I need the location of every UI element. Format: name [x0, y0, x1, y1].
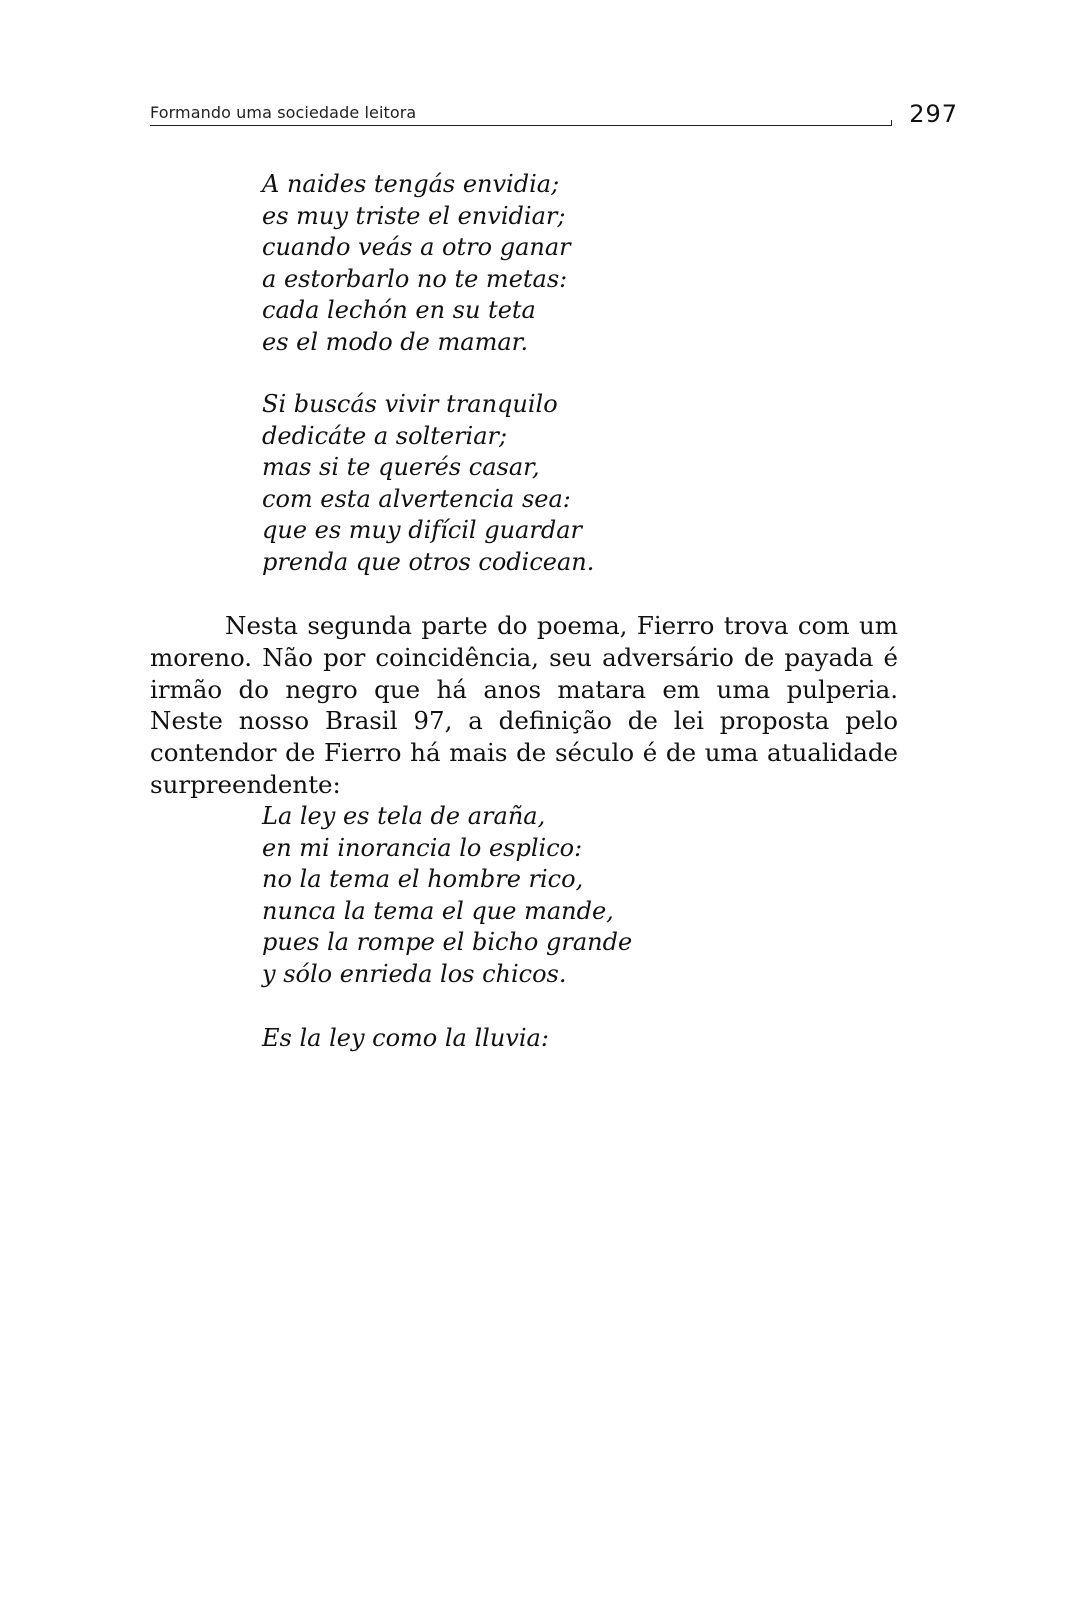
verse-line: dedicáte a solteriar;	[262, 421, 508, 450]
verse-stanza-1	[262, 169, 571, 358]
verse-stanza-2	[262, 389, 594, 578]
verse-line: es el modo de mamar.	[262, 327, 529, 356]
verse-line: y sólo enrieda los chicos.	[262, 959, 567, 988]
verse-stanza-4	[262, 1023, 549, 1055]
verse-line: que es muy difícil guardar	[262, 516, 582, 544]
running-header	[150, 100, 962, 130]
verse-line: Es la ley como la lluvia:	[262, 1024, 549, 1052]
verse-line: no la tema el hombre rico,	[262, 865, 584, 893]
verse-line: cada lechón en su teta	[262, 296, 536, 324]
verse-line: prenda que otros codicean.	[262, 547, 595, 576]
verse-line: nunca la tema el que mande,	[262, 896, 614, 925]
running-header-title: Formando uma sociedade leitora	[150, 103, 417, 122]
page-number: 297	[909, 100, 958, 128]
verse-line: com esta alvertencia sea:	[262, 484, 571, 513]
verse-line: a estorbarlo no te metas:	[262, 264, 568, 293]
verse-line: cuando veás a otro ganar	[262, 233, 571, 261]
verse-line: pues la rompe el bicho grande	[262, 928, 633, 956]
header-rule	[150, 125, 892, 126]
verse-line: es muy triste el envidiar;	[262, 201, 566, 230]
verse-stanza-3	[262, 801, 632, 990]
header-rule-tick	[891, 120, 892, 126]
verse-line: en mi inorancia lo esplico:	[262, 833, 583, 862]
body-paragraph: Nesta segunda parte do poema, Fierro trova com um moreno. Não por coincidência, seu adversário de payada é irmão do negro que há anos matara em uma pulperia. Neste nosso Brasil 97, a definição de lei proposta pelo contendor de Fierro há mais de século é de uma atualidade surpreendente:	[150, 611, 898, 799]
verse-line: Si buscás vivir tranquilo	[262, 390, 558, 418]
verse-line: A naides tengás envidia;	[262, 170, 560, 198]
verse-line: La ley es tela de araña,	[262, 802, 546, 830]
verse-line: mas si te querés casar,	[262, 453, 540, 481]
